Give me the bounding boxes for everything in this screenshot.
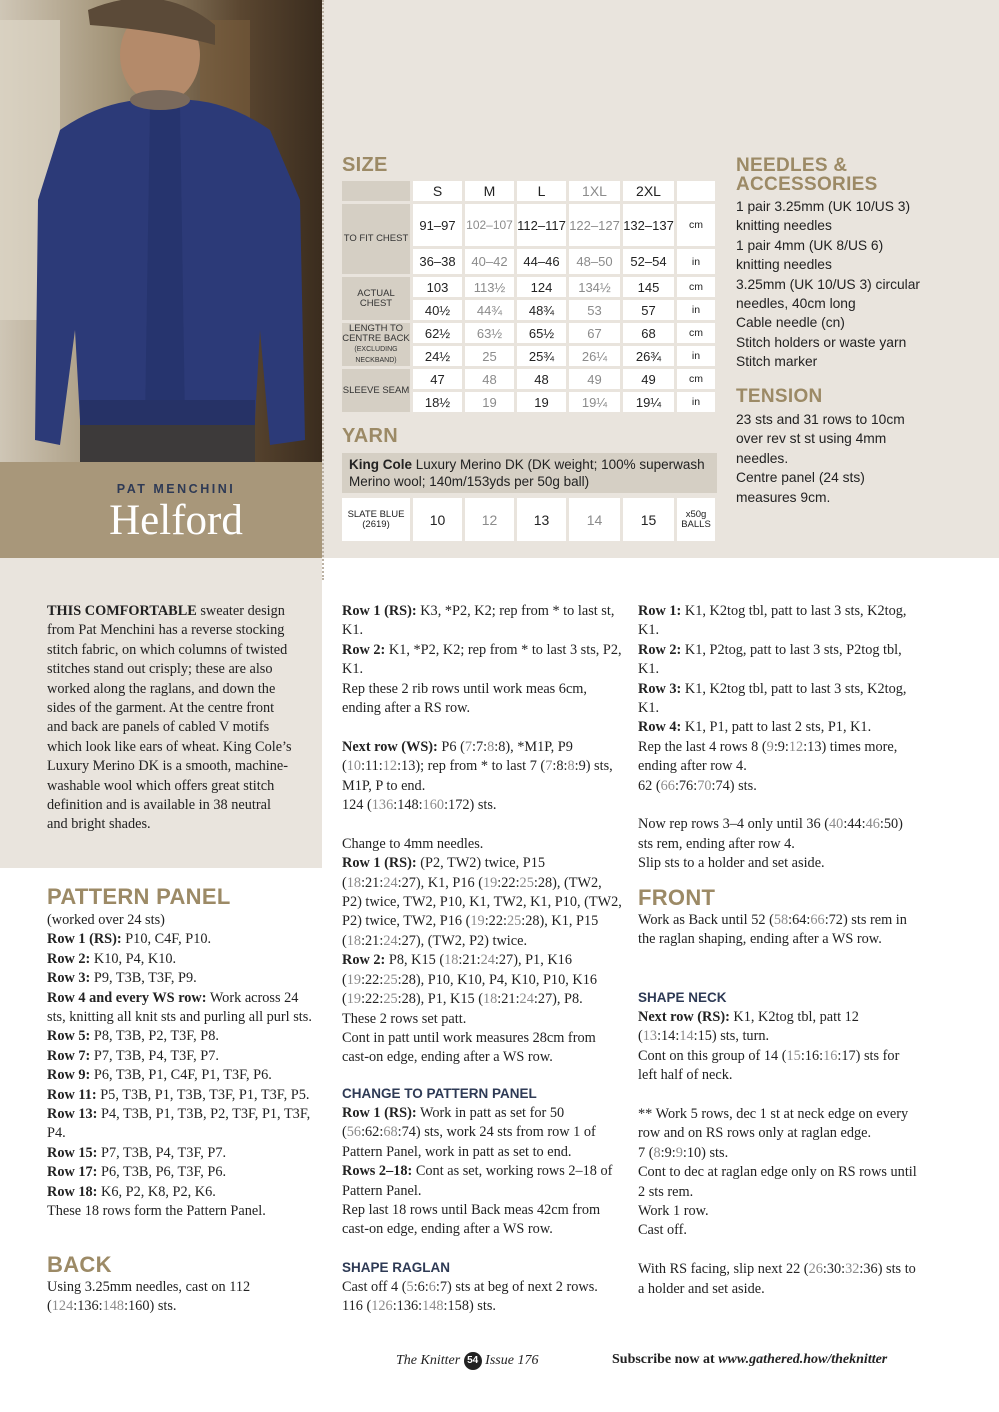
subscribe-url[interactable]: www.gathered.how/theknitter <box>718 1352 888 1367</box>
length-label: LENGTH TO CENTRE BACK <box>342 322 410 344</box>
size-row <box>342 369 715 389</box>
size-cell: 68 <box>623 323 674 343</box>
unit-cell: cm <box>677 369 715 389</box>
size-cell: 132–137 <box>623 204 674 246</box>
size-cell: 48¾ <box>517 300 566 320</box>
instruction-line: Row 4 and every WS row: Work across 24 sts, knitting all knit sts and purling all purl sts. <box>47 989 312 1026</box>
needles-line: Cable needle (cn) <box>736 315 845 331</box>
shape-neck-heading: SHAPE NECK <box>638 990 727 1005</box>
designer-name: PAT MENCHINI <box>116 482 236 496</box>
needles-line: knitting needles <box>736 257 832 273</box>
subscribe-text: Subscribe now at <box>612 1352 719 1367</box>
unit-cell: cm <box>677 204 715 246</box>
size-cell: 19¼ <box>569 392 620 412</box>
instruction-line: These 2 rows set patt. <box>342 1010 467 1027</box>
unit-cell: cm <box>677 277 715 297</box>
yarn-heading: YARN <box>342 425 399 447</box>
needles-line: knitting needles <box>736 218 832 234</box>
yarn-desc-text: Luxury Merino DK (DK weight; 100% superwash Merino wool; 140m/153yds per 50g ball) <box>349 457 705 489</box>
size-cell: 48 <box>465 369 514 389</box>
pattern-title: Helford <box>109 497 243 544</box>
size-cell: 19¼ <box>623 392 674 412</box>
size-cell: 57 <box>623 300 674 320</box>
magazine-name: The Knitter <box>396 1353 461 1369</box>
yarn-qty: 12 <box>465 498 514 541</box>
instruction-line: Row 1 (RS): (P2, TW2) twice, P15 (18:21:24:27), K1, P16 (19:22:25:28), (TW2, P2) twice, TW2, P10, K1, TW2, K1, P10, (TW2, P2) twice, TW2, P16 (19:22:25:28), K1, P15 (18:21:24:27), (TW2, P2) twice. <box>342 855 622 949</box>
instruction-line: Cont to dec at raglan edge only on RS rows until 2 sts rem. <box>638 1164 917 1200</box>
tension-line: Centre panel (24 sts) <box>736 470 865 486</box>
instruction-line: Row 2: K1, *P2, K2; rep from * to last 3 sts, P2, K1. <box>342 641 622 678</box>
issue-number: Issue 176 <box>485 1353 539 1369</box>
instruction-line: Change to 4mm needles. <box>342 835 484 852</box>
size-cell: 25 <box>465 346 514 366</box>
size-cell: 36–38 <box>413 249 462 274</box>
instruction-line: Work as Back until 52 (58:64:66:72) sts rem in the raglan shaping, ending after a WS row. <box>638 912 907 948</box>
tension-line: over rev st st using 4mm <box>736 431 887 447</box>
instruction-line: Row 11: P5, T3B, P1, T3B, T3F, P1, T3F, P5. <box>47 1086 310 1103</box>
size-m: M <box>465 181 514 201</box>
size-label: SLEEVE SEAM <box>342 369 410 412</box>
needles-line: Stitch marker <box>736 354 818 370</box>
instruction-line: Rep these 2 rib rows until work meas 6cm, ending after a RS row. <box>342 680 587 717</box>
footer-magazine <box>396 1352 538 1370</box>
back-heading: BACK <box>47 1252 112 1277</box>
instruction-line: Next row (RS): K1, K2tog tbl, patt 12 (13:14:14:15) sts, turn. <box>638 1009 859 1045</box>
size-cell: 52–54 <box>623 249 674 274</box>
size-cell: 26¾ <box>623 346 674 366</box>
yarn-description <box>349 457 711 490</box>
size-label: ACTUAL CHEST <box>342 277 410 320</box>
needles-line: needles, 40cm long <box>736 296 856 312</box>
needles-list <box>736 197 986 372</box>
back-instructions <box>47 1278 312 1317</box>
size-heading: SIZE <box>342 154 388 176</box>
tension-heading: TENSION <box>736 386 823 407</box>
instruction-line: Rows 2–18: Cont as set, working rows 2–18 of Pattern Panel. <box>342 1163 613 1199</box>
size-cell: 24½ <box>413 346 462 366</box>
instruction-line: Row 7: P7, T3B, P4, T3F, P7. <box>47 1047 219 1064</box>
instruction-line: 124 (136:148:160:172) sts. <box>342 797 497 814</box>
instruction-line: Cont in patt until work measures 28cm from cast-on edge, ending after a WS row. <box>342 1029 596 1066</box>
intro-lead: THIS COMFORTABLE <box>47 603 197 619</box>
needles-line: Stitch holders or waste yarn <box>736 334 907 350</box>
size-cell: 19 <box>517 392 566 412</box>
yarn-unit-balls: BALLS <box>681 518 711 530</box>
needles-line: 3.25mm (UK 10/US 3) circular <box>736 276 921 292</box>
yarn-qty: 14 <box>569 498 620 541</box>
instruction-line: Cast off. <box>638 1222 687 1239</box>
instruction-line: Row 15: P7, T3B, P4, T3F, P7. <box>47 1144 227 1161</box>
instruction-line: Row 1 (RS): K3, *P2, K2; rep from * to last st, K1. <box>342 603 615 639</box>
instruction-line: Row 2: K1, P2tog, patt to last 3 sts, P2tog tbl, K1. <box>638 641 902 678</box>
size-cell: 113½ <box>465 277 514 297</box>
unit-blank <box>677 181 715 201</box>
size-cell: 49 <box>623 369 674 389</box>
instruction-line: Row 1 (RS): Work in patt as set for 50 (56:62:68:74) sts, work 24 sts from row 1 of Pattern Panel, work in patt as set to end. <box>342 1105 596 1160</box>
front-heading: FRONT <box>638 885 716 910</box>
unit-cell: in <box>677 249 715 274</box>
intro-text <box>47 602 292 835</box>
pattern-panel-instructions <box>47 911 312 1222</box>
instruction-line: Row 18: K6, P2, K8, P2, K6. <box>47 1183 216 1200</box>
instruction-line: Row 5: P8, T3B, P2, T3F, P8. <box>47 1028 219 1045</box>
size-cell: 102–107 <box>465 204 514 246</box>
instruction-line: With RS facing, slip next 22 (26:30:32:36) sts to a holder and set aside. <box>638 1261 916 1297</box>
front-instructions <box>638 911 918 950</box>
yarn-qty: 15 <box>623 498 674 541</box>
size-row <box>342 323 715 343</box>
yarn-shade-label <box>342 498 410 541</box>
yarn-unit-weight: x50g <box>685 508 707 520</box>
shade-name: SLATE BLUE <box>347 508 405 520</box>
size-cell: 48 <box>517 369 566 389</box>
shape-raglan-instructions <box>342 1278 622 1317</box>
instruction-line: Row 9: P6, T3B, P1, C4F, P1, T3F, P6. <box>47 1067 272 1084</box>
size-cell: 49 <box>569 369 620 389</box>
size-cell: 65½ <box>517 323 566 343</box>
needles-line: 1 pair 3.25mm (UK 10/US 3) <box>736 199 911 214</box>
size-2xl: 2XL <box>623 181 674 201</box>
instruction-line: Row 3: K1, K2tog tbl, patt to last 3 sts, K2tog, K1. <box>638 680 907 717</box>
size-cell: 145 <box>623 277 674 297</box>
size-s: S <box>413 181 462 201</box>
raglan-decrease-instructions <box>638 602 918 874</box>
change-panel-heading: CHANGE TO PATTERN PANEL <box>342 1086 537 1101</box>
size-cell: 67 <box>569 323 620 343</box>
instruction-line: 7 (8:9:9:10) sts. <box>638 1144 729 1161</box>
size-row <box>342 204 715 246</box>
tension-line: measures 9cm. <box>736 489 831 505</box>
needles-heading: NEEDLES & ACCESSORIES <box>736 155 878 195</box>
size-l: L <box>517 181 566 201</box>
length-sublabel: (EXCLUDING NECKBAND) <box>354 345 398 364</box>
size-cell: 122–127 <box>569 204 620 246</box>
back-rib-instructions <box>342 602 622 1068</box>
size-cell: 40–42 <box>465 249 514 274</box>
size-corner <box>342 181 410 201</box>
yarn-row <box>342 498 715 541</box>
size-label: TO FIT CHEST <box>342 204 410 274</box>
tension-text <box>736 410 986 507</box>
size-row <box>342 277 715 297</box>
instruction-line: Row 1 (RS): P10, C4F, P10. <box>47 931 212 948</box>
size-cell: 63½ <box>465 323 514 343</box>
instruction-line: Row 3: P9, T3B, T3F, P9. <box>47 970 197 987</box>
size-cell: 112–117 <box>517 204 566 246</box>
yarn-qty: 10 <box>413 498 462 541</box>
tension-line: 23 sts and 31 rows to 10cm <box>736 412 905 427</box>
instruction-line: Cont on this group of 14 (15:16:16:17) sts for left half of neck. <box>638 1047 900 1084</box>
size-cell: 19 <box>465 392 514 412</box>
yarn-qty: 13 <box>517 498 566 541</box>
instruction-line: Row 17: P6, T3B, P6, T3F, P6. <box>47 1164 227 1181</box>
instruction-line: Now rep rows 3–4 only until 36 (40:44:46:50) sts rem, ending after row 4. <box>638 816 903 852</box>
instruction-line: 62 (66:76:70:74) sts. <box>638 777 757 794</box>
size-cell: 48–50 <box>569 249 620 274</box>
size-cell: 103 <box>413 277 462 297</box>
instruction-line: Cast off 4 (5:6:6:7) sts at beg of next 2 rows. 116 (126:136:148:158) sts. <box>342 1279 598 1315</box>
instruction-line: Row 1: K1, K2tog tbl, patt to last 3 sts, K2tog, K1. <box>638 603 907 639</box>
yarn-quantity-table <box>339 495 718 544</box>
instruction-line: Using 3.25mm needles, cast on 112 (124:136:148:160) sts. <box>47 1279 251 1315</box>
yarn-brand: King Cole <box>349 457 412 472</box>
instruction-line: These 18 rows form the Pattern Panel. <box>47 1203 266 1220</box>
instruction-line: Rep last 18 rows until Back meas 42cm from cast-on edge, ending after a WS row. <box>342 1202 601 1238</box>
size-cell: 47 <box>413 369 462 389</box>
instruction-line: Row 4: K1, P1, patt to last 2 sts, P1, K1. <box>638 719 872 736</box>
pattern-panel-heading: PATTERN PANEL <box>47 884 231 909</box>
needles-line: 1 pair 4mm (UK 8/US 6) <box>736 237 884 253</box>
instruction-line: Slip sts to a holder and set aside. <box>638 855 825 872</box>
page-number: 54 <box>464 1352 482 1370</box>
unit-cell: cm <box>677 323 715 343</box>
instruction-line: Next row (WS): P6 (7:7:8:8), *M1P, P9 (10:11:12:13); rep from * to last 7 (7:8:8:9) sts, M1P, P to end. <box>342 738 613 794</box>
size-cell: 134½ <box>569 277 620 297</box>
tension-line: needles. <box>736 450 789 466</box>
size-label <box>342 323 410 366</box>
size-cell: 40½ <box>413 300 462 320</box>
size-cell: 44¾ <box>465 300 514 320</box>
unit-cell: in <box>677 300 715 320</box>
shape-raglan-heading: SHAPE RAGLAN <box>342 1260 451 1275</box>
size-cell: 44–46 <box>517 249 566 274</box>
sweater-photo <box>0 0 322 462</box>
instruction-line: Row 13: P4, T3B, P1, T3B, P2, T3F, P1, T3F, P4. <box>47 1106 311 1142</box>
size-cell: 62½ <box>413 323 462 343</box>
size-cell: 53 <box>569 300 620 320</box>
size-cell: 26¼ <box>569 346 620 366</box>
model-in-sweater-image <box>0 0 322 462</box>
intro-body: sweater design from Pat Menchini has a reverse stocking stitch fabric, on which columns of twisted stitches stand out crisply; these are also worked along the raglans, and down the sides of the garment. At the centre front and back are panels of cabled V motifs which look like ears of wheat. King Cole’s Luxury Merino DK is a smooth, machine-washable wool which offers great stitch definition and is available in 38 neutral and bright shades. <box>47 603 292 833</box>
size-1xl: 1XL <box>569 181 620 201</box>
size-cell: 91–97 <box>413 204 462 246</box>
size-cell: 18½ <box>413 392 462 412</box>
instruction-line: Rep the last 4 rows 8 (9:9:12:13) times more, ending after row 4. <box>638 738 898 775</box>
size-table <box>339 178 718 415</box>
unit-cell: in <box>677 346 715 366</box>
shape-neck-instructions <box>638 1008 918 1299</box>
unit-cell: in <box>677 392 715 412</box>
size-header-row <box>342 181 715 201</box>
yarn-unit <box>677 498 715 541</box>
instruction-line: Work 1 row. <box>638 1203 709 1220</box>
size-cell: 124 <box>517 277 566 297</box>
size-cell: 25¾ <box>517 346 566 366</box>
instruction-line: ** Work 5 rows, dec 1 st at neck edge on every row and on RS rows only at raglan edge. <box>638 1106 909 1142</box>
change-panel-instructions <box>342 1104 622 1240</box>
shade-number: (2619) <box>362 518 390 530</box>
footer-subscribe <box>612 1352 887 1368</box>
instruction-line: Row 2: P8, K15 (18:21:24:27), P1, K16 (19:22:25:28), P10, K10, P4, K10, P10, K16 (19:22:25:28), P1, K15 (18:21:24:27), P8. <box>342 952 597 1008</box>
pattern-panel-note: (worked over 24 sts) <box>47 912 165 928</box>
instruction-line: Row 2: K10, P4, K10. <box>47 950 177 967</box>
